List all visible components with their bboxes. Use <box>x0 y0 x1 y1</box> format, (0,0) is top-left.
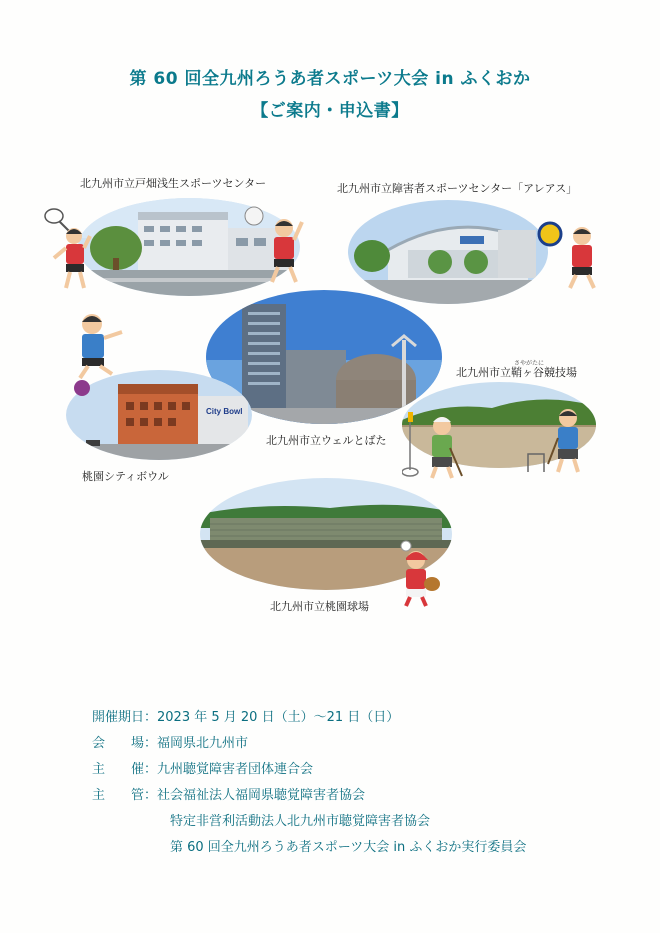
caption-well-tobata: 北九州市立ウェルとばた <box>266 434 387 447</box>
event-organizer-value-1: 社会福祉法人福岡県聴覚障害者協会 <box>157 788 366 803</box>
event-venue-label: 会 場： <box>92 736 158 751</box>
event-host-value: 九州聴覚障害者団体連合会 <box>157 762 314 777</box>
event-date-value: 2023 年 5 月 20 日（土）～21 日（日） <box>157 710 400 725</box>
page-title: 第 60 回全九州ろうあ者スポーツ大会 in ふくおか <box>129 69 531 89</box>
event-venue-value: 福岡県北九州市 <box>157 736 249 751</box>
event-organizer-row-3 <box>170 836 526 855</box>
dodgeball-player-illustration <box>536 218 608 290</box>
page-subtitle: 【ご案内・申込書】 <box>251 101 409 121</box>
baseball-player-illustration <box>392 538 444 608</box>
event-date-row <box>92 706 399 725</box>
ruby-sayagatani: さやがたに <box>514 360 545 367</box>
event-organizer-value-3: 第 60 回全九州ろうあ者スポーツ大会 in ふくおか実行委員会 <box>170 840 527 855</box>
gateball-player-right-illustration <box>526 402 588 474</box>
event-venue-row <box>92 732 248 751</box>
event-organizer-label: 主 管： <box>92 788 158 803</box>
bowler-illustration <box>64 312 128 396</box>
caption-sayagatani-field: 北九州市立鞘ヶ谷競技場 <box>456 366 577 379</box>
event-organizer-row <box>92 784 365 803</box>
badminton-player-illustration <box>44 206 98 292</box>
volleyball-player-illustration <box>242 206 308 286</box>
event-date-label: 開催期日： <box>92 710 158 725</box>
caption-city-bowl: 桃園シティボウル <box>82 470 169 483</box>
photo-areas-center <box>348 200 548 304</box>
event-organizer-row-2 <box>170 810 430 829</box>
event-host-label: 主 催： <box>92 762 158 777</box>
caption-momozono-stadium: 北九州市立桃園球場 <box>270 600 369 613</box>
caption-areas-center: 北九州市立障害者スポーツセンター「アレアス」 <box>337 182 578 195</box>
event-host-row <box>92 758 313 777</box>
caption-tobata-sports-center: 北九州市立戸畑浅生スポーツセンター <box>80 177 267 190</box>
gateball-player-illustration <box>402 408 466 480</box>
city-bowl-sign: City Bowl <box>206 407 243 416</box>
event-organizer-value-2: 特定非営利活動法人北九州市聴覚障害者協会 <box>170 814 431 829</box>
